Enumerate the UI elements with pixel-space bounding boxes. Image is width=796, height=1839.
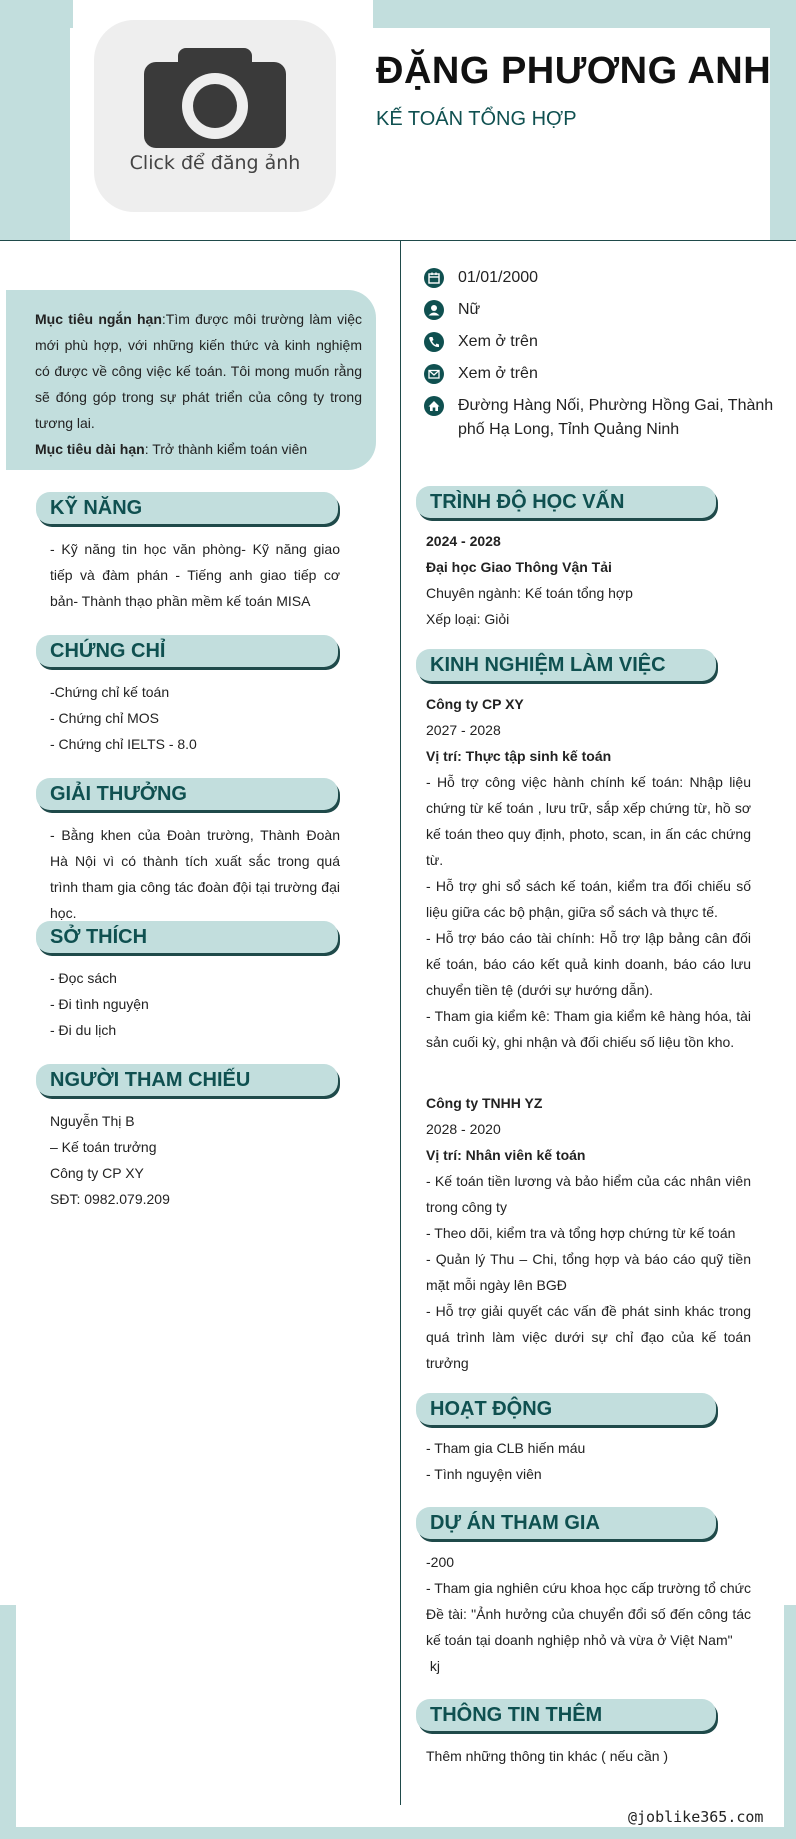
job-duty: - Hỗ trợ công việc hành chính kế toán: Nhập liệu chứng từ kế toán , lưu trữ, sắp xếp chứng từ, hồ sơ kế toán theo quy định, photo, scan, in ấn các chứng từ. (426, 774, 751, 868)
long-term-text: : Trở thành kiểm toán viên (144, 441, 308, 457)
birthdate-value: 01/01/2000 (458, 269, 539, 286)
hobbies-heading: SỞ THÍCH (36, 921, 338, 953)
experience-job-2 (426, 1090, 751, 1376)
job-position: Vị trí: Nhân viên kế toán (426, 1147, 586, 1163)
awards-text: - Bằng khen của Đoàn trường, Thành Đoàn Hà Nội vì có thành tích xuất sắc trong quá trình tham gia công tác đoàn đội tại trường đại học. (50, 827, 340, 921)
project-year: -200 (426, 1554, 455, 1570)
long-term-label: Mục tiêu dài hạn (35, 441, 145, 457)
activities-list (426, 1435, 751, 1487)
career-objective (6, 290, 376, 470)
references-heading: NGƯỜI THAM CHIẾU (36, 1064, 338, 1096)
list-item: - Tham gia CLB hiến máu (426, 1440, 586, 1456)
job-duty: - Tham gia kiểm kê: Tham gia kiểm kê hàng hóa, tài sản cuối kỳ, ghi nhận và đối chiếu số liệu tồn kho. (426, 1008, 751, 1050)
header-corner-decoration (0, 180, 70, 240)
certificates-list (50, 679, 340, 757)
job-period: 2027 - 2028 (426, 722, 501, 738)
phone-value: Xem ở trên (458, 333, 538, 350)
list-item: - Đi du lịch (50, 1022, 117, 1038)
projects-heading: DỰ ÁN THAM GIA (416, 1507, 716, 1539)
hobbies-list (50, 965, 340, 1043)
education-grade: Xếp loại: Giỏi (426, 611, 510, 627)
projects-details (426, 1549, 751, 1679)
skills-heading: KỸ NĂNG (36, 492, 338, 524)
more-info-heading: THÔNG TIN THÊM (416, 1699, 716, 1731)
job-position: Vị trí: Thực tập sinh kế toán (426, 748, 612, 764)
education-period: 2024 - 2028 (426, 533, 501, 549)
bottom-left-frame (0, 1605, 16, 1839)
activities-heading: HOẠT ĐỘNG (416, 1393, 716, 1425)
references-list (50, 1108, 340, 1212)
project-extra: kj (426, 1658, 440, 1674)
job-company: Công ty TNHH YZ (426, 1095, 543, 1111)
job-duty: - Hỗ trợ ghi sổ sách kế toán, kiểm tra đối chiếu số liệu giữa các bộ phận, giữa sổ sách và thực tế. (426, 878, 751, 920)
job-duty: - Kế toán tiền lương và bảo hiểm của các nhân viên trong công ty (426, 1173, 751, 1215)
more-info-text: Thêm những thông tin khác ( nếu cần ) (426, 1748, 669, 1764)
list-item: - Chứng chỉ IELTS - 8.0 (50, 736, 197, 752)
list-item: - Đi tình nguyện (50, 996, 149, 1012)
job-duty: - Hỗ trợ giải quyết các vấn đề phát sinh khác trong quá trình làm việc dưới sự chỉ đạo của kế toán trưởng (426, 1303, 751, 1371)
bottom-frame (0, 1827, 796, 1839)
awards-heading: GIẢI THƯỞNG (36, 778, 338, 810)
photo-upload[interactable] (94, 20, 336, 212)
calendar-icon (424, 268, 444, 288)
watermark: @joblike365.com (628, 1808, 764, 1826)
list-item: - Chứng chỉ MOS (50, 710, 159, 726)
education-details (426, 528, 751, 632)
education-heading: TRÌNH ĐỘ HỌC VẤN (416, 486, 716, 518)
gender-value: Nữ (458, 301, 481, 318)
job-duty: - Quản lý Thu – Chi, tổng hợp và báo cáo quỹ tiền mặt mỗi ngày lên BGĐ (426, 1251, 751, 1293)
job-company: Công ty CP XY (426, 696, 524, 712)
header-divider (0, 240, 796, 241)
photo-placeholder-label: Click để đăng ảnh (129, 152, 301, 174)
job-duty: - Theo dõi, kiểm tra và tổng hợp chứng từ kế toán (426, 1225, 736, 1241)
job-period: 2028 - 2020 (426, 1121, 501, 1137)
list-item: - Đọc sách (50, 970, 117, 986)
education-school: Đại học Giao Thông Vận Tải (426, 559, 612, 575)
bottom-right-frame (784, 1605, 796, 1839)
email-value: Xem ở trên (458, 365, 538, 382)
address-value: Đường Hàng Nối, Phường Hồng Gai, Thành phố Hạ Long, Tỉnh Quảng Ninh (458, 397, 774, 438)
project-text: - Tham gia nghiên cứu khoa học cấp trường tổ chức Đề tài: "Ảnh hưởng của chuyển đổi số đến công tác kế toán tại doanh nghiệp nhỏ và vừa ở Việt Nam" (426, 1580, 751, 1648)
candidate-name: ĐẶNG PHƯƠNG ANH (376, 50, 772, 92)
person-icon (424, 300, 444, 320)
skills-text: - Kỹ năng tin học văn phòng- Kỹ năng giao tiếp và đàm phán - Tiếng anh giao tiếp cơ bản- Thành thạo phần mềm kế toán MISA (50, 541, 340, 609)
experience-heading: KINH NGHIỆM LÀM VIỆC (416, 649, 716, 681)
list-item: Công ty CP XY (50, 1165, 144, 1181)
list-item: - Tình nguyện viên (426, 1466, 542, 1482)
list-item: -Chứng chỉ kế toán (50, 684, 170, 700)
short-term-text: :Tìm được môi trường làm việc mới phù hợp, với những kiến thức và kinh nghiệm có được về công việc kế toán. Tôi mong muốn rằng sẽ đóng góp trong sự phát triển của công ty trong tương lai. (35, 311, 362, 431)
list-item: SĐT: 0982.079.209 (50, 1191, 170, 1207)
certificates-heading: CHỨNG CHỈ (36, 635, 338, 667)
list-item: – Kế toán trưởng (50, 1139, 157, 1155)
experience-job-1 (426, 691, 751, 1055)
job-title: KẾ TOÁN TỔNG HỢP (376, 108, 577, 130)
job-duty: - Hỗ trợ báo cáo tài chính: Hỗ trợ lập bảng cân đối kế toán, báo cáo kết quả kinh doanh, báo cáo lưu chuyển tiền tệ (dưới sự hướng dẫn). (426, 930, 751, 998)
education-major: Chuyên ngành: Kế toán tổng hợp (426, 585, 633, 601)
column-divider (400, 240, 401, 1805)
camera-icon (144, 48, 286, 148)
short-term-label: Mục tiêu ngắn hạn (35, 311, 162, 327)
mail-icon (424, 364, 444, 384)
list-item: Nguyễn Thị B (50, 1113, 135, 1129)
phone-icon (424, 332, 444, 352)
home-icon (424, 396, 444, 416)
